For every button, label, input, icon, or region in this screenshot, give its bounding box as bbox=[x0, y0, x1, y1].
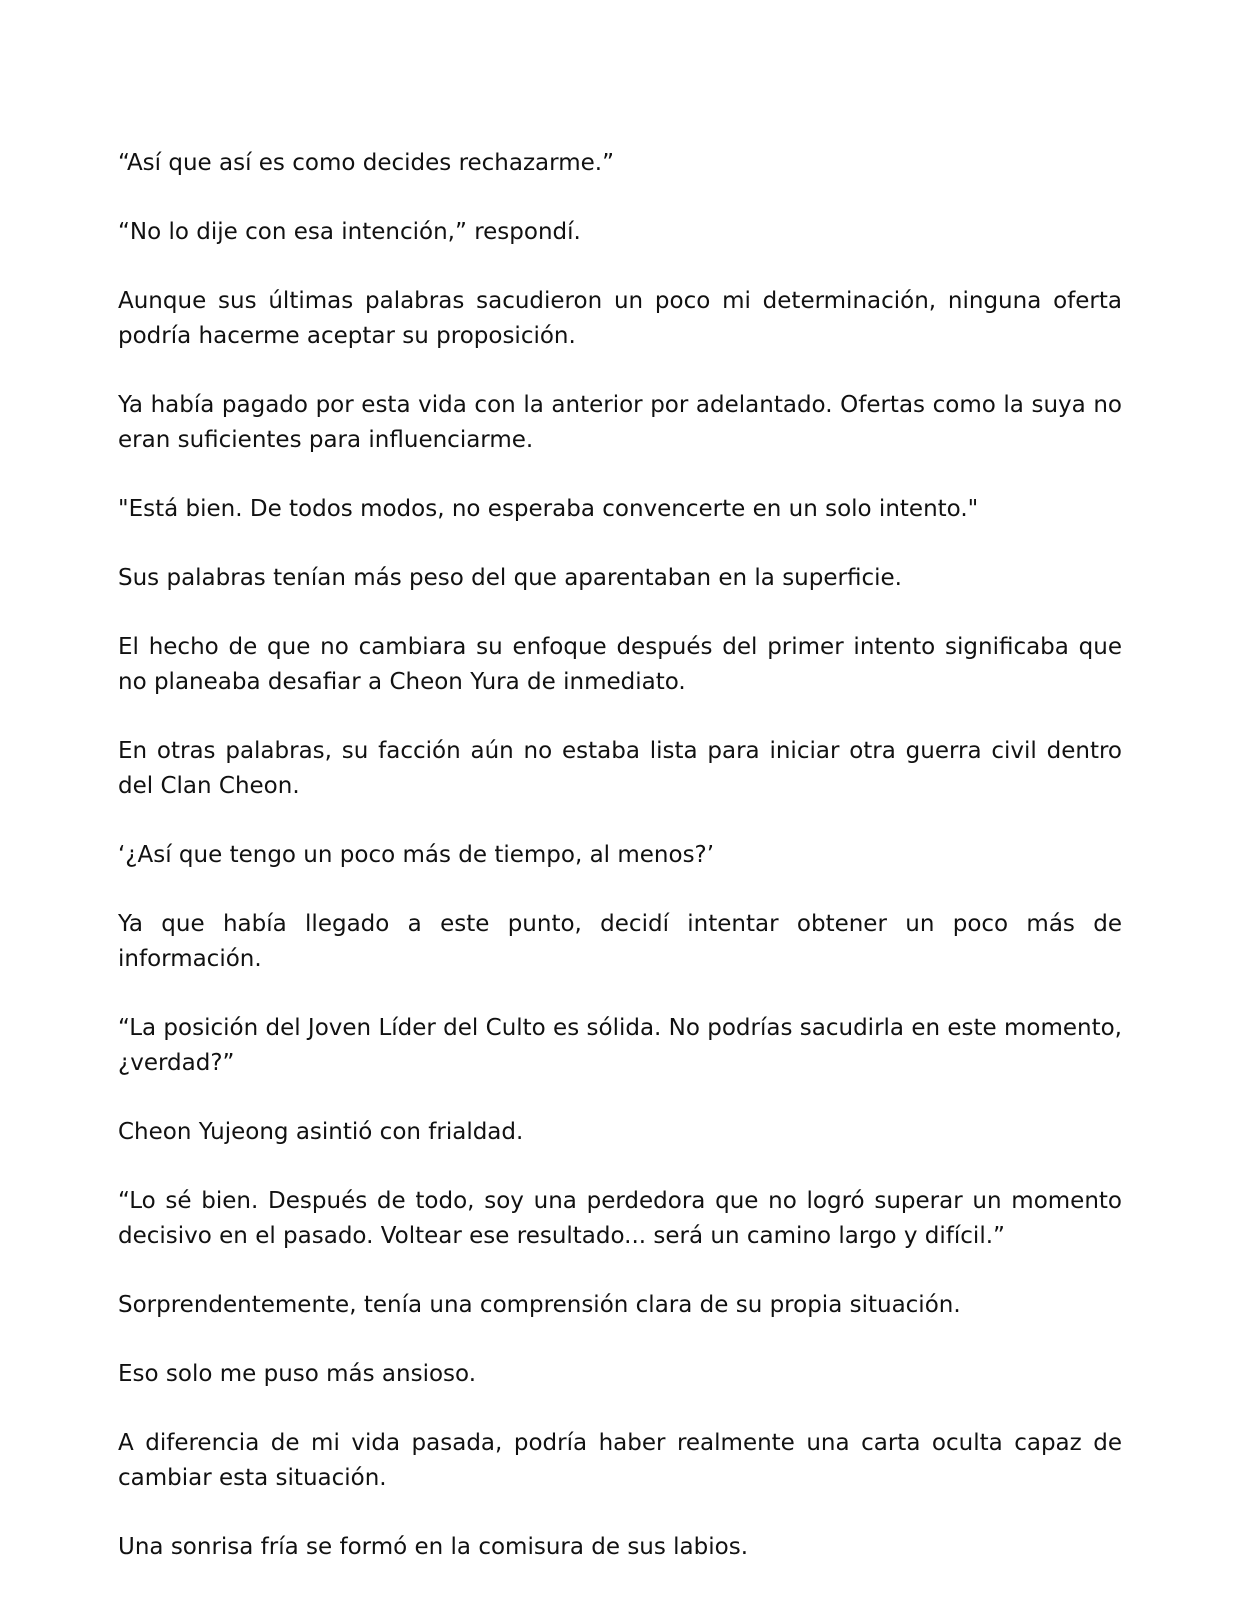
paragraph: Sus palabras tenían más peso del que aparentaban en la superficie. bbox=[118, 565, 902, 591]
paragraph: Aunque sus últimas palabras sacudieron un poco mi determinación, ninguna oferta podría hacerme aceptar su proposición. bbox=[118, 288, 1122, 349]
paragraph: Una sonrisa fría se formó en la comisura de sus labios. bbox=[118, 1534, 749, 1560]
paragraph: "Está bien. De todos modos, no esperaba convencerte en un solo intento." bbox=[118, 496, 979, 522]
paragraph: Ya había pagado por esta vida con la anterior por adelantado. Ofertas como la suya no eran suficientes para influenciarme. bbox=[118, 392, 1122, 453]
paragraph: El hecho de que no cambiara su enfoque después del primer intento significaba que no planeaba desafiar a Cheon Yura de inmediato. bbox=[118, 634, 1122, 695]
paragraph: Cheon Yujeong asintió con frialdad. bbox=[118, 1119, 524, 1145]
paragraph: “No lo dije con esa intención,” respondí. bbox=[118, 219, 581, 245]
paragraph: Eso solo me puso más ansioso. bbox=[118, 1361, 477, 1387]
paragraph: Ya que había llegado a este punto, decidí intentar obtener un poco más de información. bbox=[118, 911, 1122, 972]
paragraph: En otras palabras, su facción aún no estaba lista para iniciar otra guerra civil dentro del Clan Cheon. bbox=[118, 738, 1122, 799]
paragraph: “Lo sé bien. Después de todo, soy una perdedora que no logró superar un momento decisivo en el pasado. Voltear ese resultado... será un camino largo y difícil.” bbox=[118, 1188, 1122, 1249]
document-page bbox=[118, 146, 1122, 1565]
paragraph: “Así que así es como decides rechazarme.” bbox=[118, 150, 614, 176]
paragraph: ‘¿Así que tengo un poco más de tiempo, al menos?’ bbox=[118, 842, 715, 868]
paragraph: A diferencia de mi vida pasada, podría haber realmente una carta oculta capaz de cambiar esta situación. bbox=[118, 1430, 1122, 1491]
paragraph: Sorprendentemente, tenía una comprensión clara de su propia situación. bbox=[118, 1292, 961, 1318]
paragraph: “La posición del Joven Líder del Culto es sólida. No podrías sacudirla en este momento, ¿verdad?” bbox=[118, 1015, 1122, 1076]
